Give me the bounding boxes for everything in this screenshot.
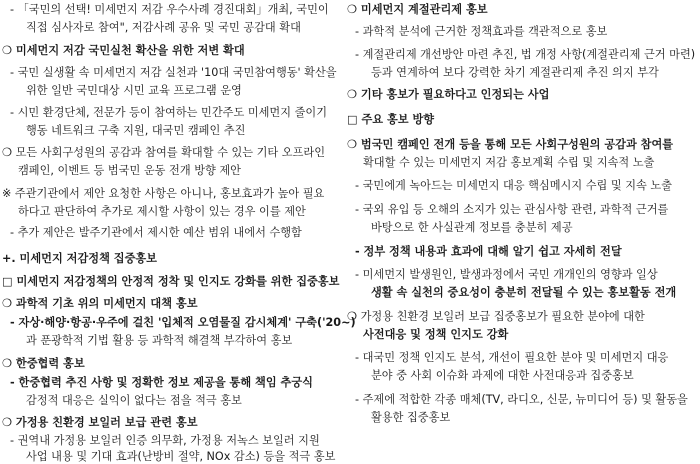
text-line: 위한 일반 국민대상 시민 교육 프로그램 운영 — [26, 84, 242, 97]
text-line: - 과학적 분석에 근거한 정책효과를 객관적으로 홍보 — [355, 25, 608, 38]
text-line: - 국민에게 녹아드는 미세먼지 대응 핵심메시지 수립 및 지속 노출 — [355, 179, 673, 192]
text-line: - 시민 환경단체, 전문가 등이 참여하는 민간주도 미세먼지 줄이기 — [10, 106, 328, 119]
text-line: 생활 속 실천의 중요성이 충분히 전달될 수 있는 홍보활동 전개 — [371, 286, 677, 299]
bullet-heading: ❍ 기타 홍보가 필요하다고 인정되는 사업 — [347, 88, 550, 101]
bullet-heading: ❍ 가정용 친환경 보일러 보급 집중홍보가 필요한 분야에 대한 — [347, 310, 645, 323]
bullet-heading: ❍ 범국민 캠페인 전개 등을 통해 모든 사회구성원의 공감과 참여를 — [347, 138, 674, 151]
section-title: +. 미세먼지 저감정책 집중홍보 — [2, 252, 157, 265]
text-line: 과 푼광학적 기법 활용 등 과학적 해결책 부각하여 홍보 — [26, 334, 293, 347]
text-line: 등과 연계하여 보다 강력한 차기 계절관리제 추진 의지 부각 — [371, 66, 659, 79]
text-line: 확대할 수 있는 미세먼지 저감 홍보계획 수립 및 지속적 노출 — [363, 156, 655, 169]
bullet-heading: ❍ 한중협력 홍보 — [2, 357, 85, 370]
bullet-heading: ❍ 모든 사회구성원의 공감과 참여를 확대할 수 있는 기타 오프라인 — [2, 146, 326, 159]
text-line: 활용한 집중홍보 — [371, 411, 451, 424]
note-line: ※ 주관기관에서 제안 요청한 사항은 아니나, 홍보효과가 높아 필요 — [2, 187, 325, 200]
text-line: - 정부 정책 내용과 효과에 대해 알기 쉽고 자세히 전달 — [355, 245, 622, 258]
text-line: 하다고 판단하여 추가로 제시할 사항이 있는 경우 이를 제안 — [18, 205, 306, 218]
text-line: 사업 내용 및 기대 효과(난방비 절약, NOx 감소) 등을 적극 홍보 — [26, 450, 336, 463]
bullet-heading: ❍ 미세먼지 저감 국민실천 확산을 위한 저변 확대 — [2, 44, 245, 57]
text-line: 행동 네트워크 구축 지원, 대국민 캠페인 추진 — [26, 124, 246, 137]
text-line: - 권역내 가정용 보일러 인증 의무화, 가정용 저녹스 보일러 지원 — [10, 434, 320, 447]
text-line: 감정적 대응은 실익이 없다는 점을 적극 홍보 — [26, 394, 242, 407]
text-line: 바탕으로 한 사실관계 정보를 충분히 제공 — [371, 221, 573, 234]
text-line: - 한중협력 추진 사항 및 정확한 정보 제공을 통해 책임 추궁식 — [10, 376, 313, 389]
text-line: 사전대응 및 정책 인지도 강화 — [363, 328, 509, 341]
text-line: 직접 심사자로 참여", 저감사례 공유 및 국민 공감대 확대 — [26, 21, 301, 34]
bullet-heading: ❍ 가정용 친환경 보일러 보급 관련 홍보 — [2, 416, 198, 429]
box-heading: □ 미세먼지 저감정책의 안정적 정착 및 인지도 강화를 위한 집중홍보 — [2, 275, 340, 288]
text-line: - 미세먼지 발생원인, 발생과정에서 국민 개개인의 영향과 일상 — [355, 268, 658, 281]
text-line: - 국외 유입 등 오해의 소지가 있는 관심사항 관련, 과학적 근거를 — [355, 203, 669, 216]
section-title: □ 주요 홍보 방향 — [347, 113, 435, 126]
text-line: - 국민 실생활 속 미세먼지 저감 실천과 '10대 국민참여행동' 확산을 — [10, 66, 337, 79]
bullet-heading: ❍ 과학적 기초 위의 미세먼지 대책 홍보 — [2, 297, 198, 310]
bullet-heading: ❍ 미세먼지 계절관리제 홍보 — [347, 3, 488, 16]
text-line: 캠페인, 이벤트 등 범국민 운동 전개 방향 제안 — [18, 164, 241, 177]
text-line: - 계절관리제 개선방안 마련 추진, 법 개정 사항(계절관리제 근거 마련) — [355, 48, 696, 61]
text-line: - 자상·해양·항공·우주에 걸친 '입체적 오염물질 감시체계' 구축('20~) — [10, 316, 356, 329]
text-line: - 대국민 정책 인지도 분석, 개선이 필요한 분야 및 미세먼지 대응 — [355, 351, 669, 364]
text-line: - 주제에 적합한 각종 매체(TV, 라디오, 신문, 뉴미디어 등) 및 활동을 — [355, 393, 688, 406]
text-line: 분야 중 사회 이슈화 과제에 대한 사전대응과 집중홍보 — [371, 369, 634, 382]
text-line: - 「국민의 선택! 미세먼지 저감 우수사례 경진대회」개최, 국민이 — [10, 3, 329, 16]
text-line: - 추가 제안은 발주기관에서 제시한 예산 범위 내에서 수행함 — [10, 226, 302, 239]
